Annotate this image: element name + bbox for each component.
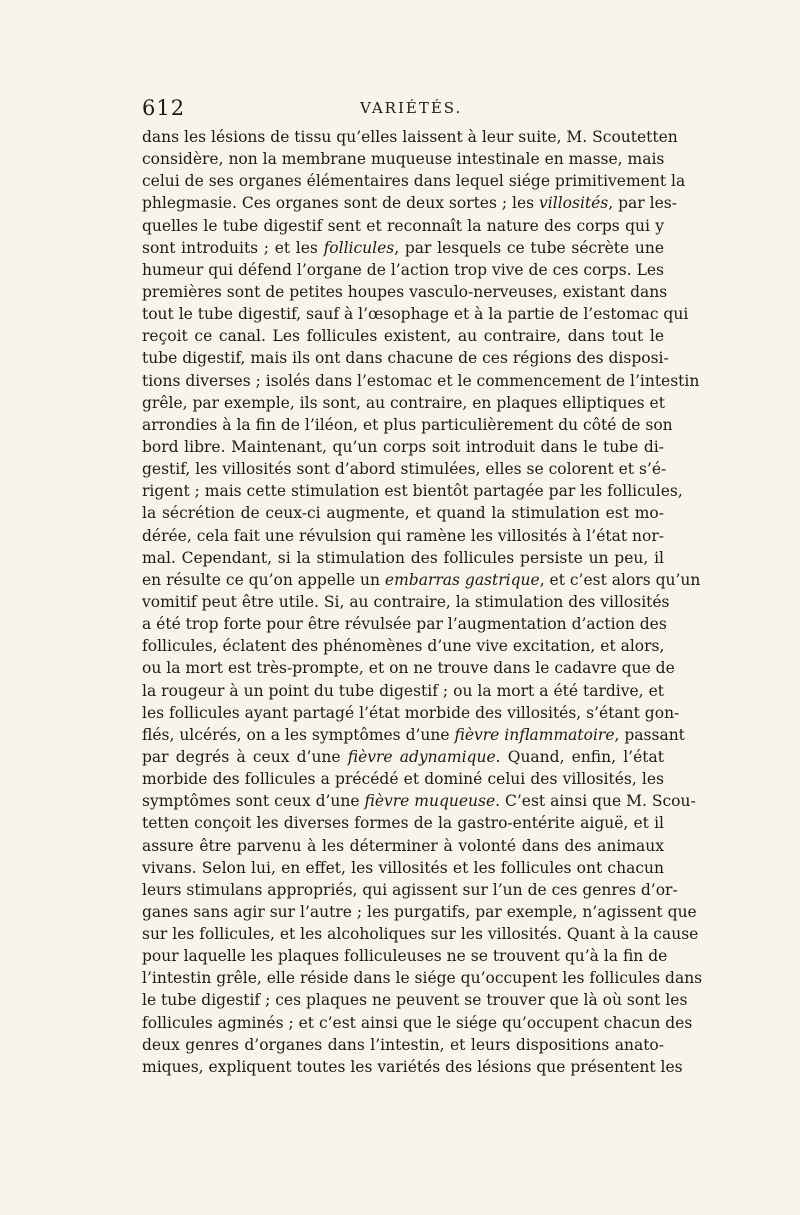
text-run: la rougeur à un point du tube digestif ; ou la mort a été tardive, et: [142, 681, 664, 700]
text-run: les follicules ayant partagé l’état morbide des villosités, s’étant gon-: [142, 703, 680, 722]
text-run: pour laquelle les plaques folliculeuses ne se trouvent qu’à la fin de: [142, 947, 668, 966]
text-line: [142, 901, 697, 923]
text-run: dans les lésions de tissu qu’elles laissent à leur suite, M. Scoutetten: [142, 128, 678, 146]
text-run: humeur qui défend l’organe de l’action trop vive de ces corps. Les: [142, 260, 664, 279]
text-line: [142, 170, 686, 192]
text-line: [142, 126, 678, 148]
text-line: [142, 812, 664, 834]
text-line: [142, 215, 664, 237]
text-run: miques, expliquent toutes les variétés des lésions que présentent les: [142, 1057, 683, 1076]
text-line: [142, 967, 703, 989]
running-head: [142, 96, 664, 126]
text-run: morbide des follicules a précédé et dominé celui des villosités, les: [142, 770, 664, 789]
text-line: [142, 502, 664, 524]
text-run: l’intestin grêle, elle réside dans le siége qu’occupent les follicules dans: [142, 969, 703, 988]
text-line: [142, 768, 664, 790]
italic-term: embarras gastrique: [384, 570, 540, 589]
text-line: [142, 702, 680, 724]
text-line: [142, 657, 675, 679]
text-run: tout le tube digestif, sauf à l’œsophage et à la partie de l’estomac qui: [142, 305, 689, 324]
text-run: , et c’est alors qu’un: [539, 570, 701, 589]
text-run: vomitif peut être utile. Si, au contraire, la stimulation des villosités: [142, 592, 670, 611]
text-line: [142, 370, 700, 392]
text-line: [142, 923, 699, 945]
text-run: phlegmasie. Ces organes sont de deux sortes ; les: [142, 194, 540, 213]
text-line: [142, 613, 667, 635]
text-line: [142, 347, 669, 369]
text-line: [142, 857, 664, 879]
text-run: le tube digestif ; ces plaques ne peuvent se trouver que là où sont les: [142, 991, 688, 1010]
body-text: [142, 126, 703, 1078]
text-run: sont introduits ; et les: [142, 238, 324, 257]
italic-term: fièvre inflammatoire: [454, 725, 615, 744]
text-run: tetten conçoit les diverses formes de la gastro-entérite aiguë, et il: [142, 814, 664, 833]
text-run: dérée, cela fait une révulsion qui ramène les villosités à l’état nor-: [142, 526, 664, 545]
text-line: [142, 569, 701, 591]
text-run: follicules agminés ; et c’est ainsi que le siége qu’occupent chacun des: [142, 1013, 693, 1032]
text-line: [142, 458, 667, 480]
text-run: premières sont de petites houpes vasculo-nerveuses, existant dans: [142, 282, 668, 301]
text-run: . C’est ainsi que M. Scou-: [495, 792, 696, 811]
text-line: [142, 436, 664, 458]
text-line: [142, 1012, 693, 1034]
text-line: [142, 148, 664, 170]
text-line: [142, 591, 670, 613]
text-run: follicules, éclatent des phénomènes d’une vive excitation, et alors,: [142, 637, 665, 656]
text-run: , par lesquels ce tube sécrète une: [394, 238, 664, 257]
text-run: flés, ulcérés, on a les symptômes d’une: [142, 725, 455, 744]
text-line: [142, 746, 664, 768]
text-line: [142, 680, 664, 702]
text-line: [142, 414, 673, 436]
text-line: [142, 325, 664, 347]
text-run: ganes sans agir sur l’autre ; les purgatifs, par exemple, n’agissent que: [142, 902, 697, 921]
text-run: , passant: [614, 725, 685, 744]
text-run: a été trop forte pour être révulsée par l’augmentation d’action des: [142, 615, 667, 634]
text-run: assure être parvenu à les déterminer à volonté dans des animaux: [142, 836, 664, 855]
text-run: , par les-: [608, 194, 677, 213]
text-line: [142, 879, 678, 901]
text-line: [142, 790, 696, 812]
text-line: [142, 547, 664, 569]
text-line: [142, 192, 677, 214]
text-run: . Quand, enfin, l’état: [495, 747, 664, 766]
text-line: [142, 525, 664, 547]
text-run: en résulte ce qu’on appelle un: [142, 570, 385, 589]
italic-term: follicules: [323, 238, 395, 257]
text-line: [142, 635, 664, 657]
text-run: leurs stimulans appropriés, qui agissent sur l’un de ces genres d’or-: [142, 880, 678, 899]
text-run: vivans. Selon lui, en effet, les villosités et les follicules ont chacun: [142, 858, 664, 877]
text-run: tube digestif, mais ils ont dans chacune de ces régions des disposi-: [142, 349, 669, 368]
text-run: arrondies à la fin de l’iléon, et plus particulièrement du côté de son: [142, 415, 673, 434]
text-run: grêle, par exemple, ils sont, au contraire, en plaques elliptiques et: [142, 393, 665, 412]
text-line: [142, 259, 664, 281]
text-run: celui de ses organes élémentaires dans lequel siége primitivement la: [142, 172, 686, 191]
text-line: [142, 237, 664, 259]
text-line: [142, 1056, 683, 1078]
text-run: bord libre. Maintenant, qu’un corps soit introduit dans le tube di-: [142, 437, 664, 456]
text-line: [142, 989, 688, 1011]
italic-term: fièvre adynamique: [347, 747, 496, 766]
text-run: symptômes sont ceux d’une: [142, 792, 365, 811]
text-line: [142, 724, 685, 746]
italic-term: villosités: [539, 194, 609, 213]
page-number: 612: [142, 96, 186, 120]
text-line: [142, 1034, 664, 1056]
text-line: [142, 303, 689, 325]
text-line: [142, 392, 664, 414]
text-run: reçoit ce canal. Les follicules existent, au contraire, dans tout le: [142, 327, 664, 346]
text-run: par degrés à ceux d’une: [142, 747, 348, 766]
text-line: [142, 480, 683, 502]
text-run: mal. Cependant, si la stimulation des follicules persiste un peu, il: [142, 548, 664, 567]
text-line: [142, 281, 668, 303]
text-run: ou la mort est très-prompte, et on ne trouve dans le cadavre que de: [142, 659, 675, 678]
text-run: deux genres d’organes dans l’intestin, et leurs dispositions anato-: [142, 1035, 664, 1054]
text-run: rigent ; mais cette stimulation est bientôt partagée par les follicules,: [142, 482, 683, 501]
text-run: sur les follicules, et les alcoholiques sur les villosités. Quant à la cause: [142, 925, 699, 944]
text-run: tions diverses ; isolés dans l’estomac et le commencement de l’intestin: [142, 371, 700, 390]
italic-term: fièvre muqueuse: [364, 792, 496, 811]
text-run: gestif, les villosités sont d’abord stimulées, elles se colorent et s’é-: [142, 460, 667, 479]
text-run: considère, non la membrane muqueuse intestinale en masse, mais: [142, 150, 665, 169]
text-line: [142, 835, 664, 857]
text-run: la sécrétion de ceux-ci augmente, et quand la stimulation est mo-: [142, 504, 664, 523]
text-run: quelles le tube digestif sent et reconnaît la nature des corps qui y: [142, 216, 664, 235]
running-title: VARIÉTÉS.: [360, 99, 463, 117]
text-line: [142, 945, 668, 967]
